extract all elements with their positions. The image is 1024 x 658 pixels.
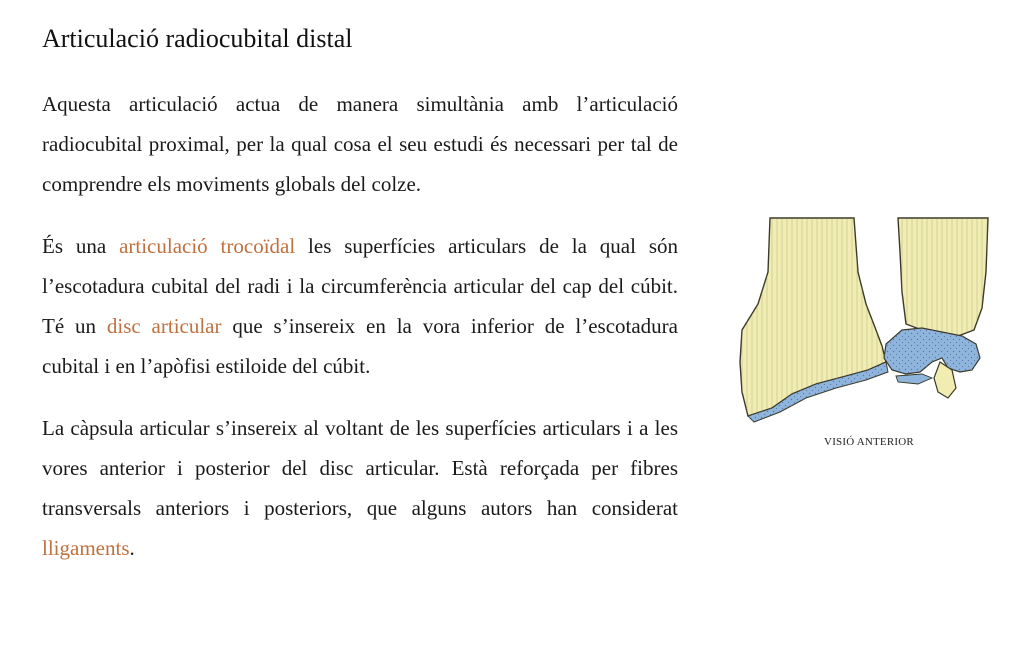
link-lligaments[interactable]: lligaments [42,535,130,560]
paragraph-text: . [129,535,135,560]
paragraph-text: que s’insereix en la vora inferior de l’escotadura cubital i en l’apòfisi estiloide del cúbit. [42,313,678,378]
paragraph-intro: Aquesta articulació actua de manera simultània amb l’articulació radiocubital proximal, per la qual cosa el seu estudi és necessari per tal de comprendre els moviments globals del colze. [42,91,678,196]
page-title: Articulació radiocubital distal [42,24,353,53]
link-disc-articular[interactable]: disc articular [106,313,222,338]
link-articulacio-trocoidal[interactable]: articulació trocoïdal [119,233,296,258]
paragraph-text: És una [42,233,120,258]
figure-caption: VISIÓ ANTERIOR [824,436,914,448]
distal-radioulnar-joint-illustration [736,212,992,426]
paragraph-text: les superfícies articulars de la qual són l’escotadura cubital del radi i la circumferència articular del cap del cúbit. Té un [42,233,678,338]
paragraph-text: La càpsula articular s’insereix al voltant de les superfícies articulars i a les vores anterior i posterior del disc articular. Està reforçada per fibres transversals anteriors i posteriors, que alguns autors han considerat [42,415,678,520]
paragraph-capsule [42,408,678,568]
article-content [42,22,678,590]
paragraph-joint-type [42,226,678,386]
anatomy-figure [736,212,992,448]
